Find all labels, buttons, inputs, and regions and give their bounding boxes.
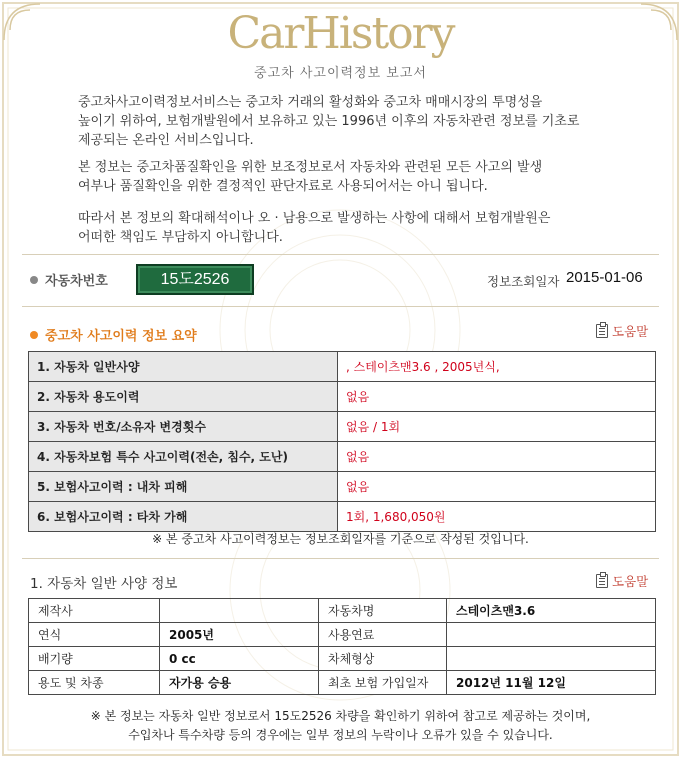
summary-label: 6. 보험사고이력 : 타차 가해 bbox=[29, 502, 338, 532]
clipboard-icon bbox=[596, 574, 608, 588]
spec-table bbox=[28, 598, 656, 695]
spec-section-title bbox=[30, 572, 177, 592]
table-row bbox=[29, 647, 656, 671]
spec-value bbox=[160, 599, 319, 623]
summary-table bbox=[28, 351, 656, 532]
summary-value: 1회, 1,680,050원 bbox=[338, 502, 656, 532]
spec-key: 배기량 bbox=[29, 647, 160, 671]
summary-section-title bbox=[30, 325, 197, 344]
spec-key: 용도 및 차종 bbox=[29, 671, 160, 695]
query-date: 2015-01-06 bbox=[566, 269, 643, 286]
table-row bbox=[29, 412, 656, 442]
summary-label: 3. 자동차 번호/소유자 변경횟수 bbox=[29, 412, 338, 442]
spec-value: 스테이츠맨3.6 bbox=[447, 599, 656, 623]
summary-value: 없음 bbox=[338, 442, 656, 472]
spec-value: 2005년 bbox=[160, 623, 319, 647]
vehicle-number-label bbox=[30, 270, 108, 289]
intro-text-3: 따라서 본 정보의 확대해석이나 오 · 남용으로 발생하는 사항에 대해서 보험개발원은 어떠한 책임도 부담하지 아니합니다. bbox=[78, 211, 551, 245]
intro-paragraph-2 bbox=[78, 158, 638, 196]
spec-key: 최초 보험 가입일자 bbox=[319, 671, 447, 695]
bullet-icon bbox=[30, 331, 38, 339]
summary-label: 4. 자동차보험 특수 사고이력(전손, 침수, 도난) bbox=[29, 442, 338, 472]
table-row bbox=[29, 352, 656, 382]
summary-title-text: 중고차 사고이력 정보 요약 bbox=[45, 329, 197, 344]
spec-note-line-2: 수입차나 특수차량 등의 경우에는 일부 정보의 누락이나 오류가 있을 수 있습니다. bbox=[128, 728, 553, 742]
spec-title-text: 1. 자동차 일반 사양 정보 bbox=[30, 576, 178, 592]
intro-paragraph-1 bbox=[78, 93, 638, 150]
bullet-icon bbox=[30, 276, 38, 284]
report-subtitle: 중고차 사고이력정보 보고서 bbox=[254, 66, 427, 81]
table-row bbox=[29, 442, 656, 472]
divider bbox=[22, 558, 659, 559]
summary-value: 없음 bbox=[338, 472, 656, 502]
spec-key: 사용연료 bbox=[319, 623, 447, 647]
spec-value: 0 cc bbox=[160, 647, 319, 671]
summary-note: ※ 본 중고차 사고이력정보는 정보조회일자를 기준으로 작성된 것입니다. bbox=[152, 532, 529, 546]
vehicle-number-label-text: 자동차번호 bbox=[45, 274, 108, 289]
table-row bbox=[29, 671, 656, 695]
summary-value: , 스테이츠맨3.6 , 2005년식, bbox=[338, 352, 656, 382]
spec-help-button[interactable] bbox=[596, 572, 648, 590]
help-label: 도움말 bbox=[612, 574, 649, 589]
summary-value: 없음 / 1회 bbox=[338, 412, 656, 442]
summary-label: 1. 자동차 일반사양 bbox=[29, 352, 338, 382]
clipboard-icon bbox=[596, 324, 608, 338]
divider bbox=[22, 254, 659, 255]
help-label: 도움말 bbox=[612, 324, 649, 339]
summary-value: 없음 bbox=[338, 382, 656, 412]
spec-value: 2012년 11월 12일 bbox=[447, 671, 656, 695]
license-plate: 15도2526 bbox=[136, 264, 254, 295]
intro-paragraph-3 bbox=[78, 209, 638, 247]
spec-key: 차체형상 bbox=[319, 647, 447, 671]
intro-text-2: 본 정보는 중고차품질확인을 위한 보조정보로서 자동차와 관련된 모든 사고의 발생 여부나 품질확인을 위한 결정적인 판단자료로 사용되어서는 아니 됩니다. bbox=[78, 160, 543, 194]
summary-help-button[interactable] bbox=[596, 322, 648, 340]
table-row bbox=[29, 502, 656, 532]
summary-label: 2. 자동차 용도이력 bbox=[29, 382, 338, 412]
table-row bbox=[29, 599, 656, 623]
spec-value: 자가용 승용 bbox=[160, 671, 319, 695]
table-row bbox=[29, 382, 656, 412]
spec-value bbox=[447, 623, 656, 647]
spec-note-line-1: ※ 본 정보는 자동차 일반 정보로서 15도2526 차량을 확인하기 위하여 참고로 제공하는 것이며, bbox=[90, 709, 591, 723]
query-date-label: 정보조회일자 bbox=[487, 274, 560, 289]
spec-key: 연식 bbox=[29, 623, 160, 647]
intro-text-1: 중고차사고이력정보서비스는 중고차 거래의 활성화와 중고차 매매시장의 투명성을 높이기 위하여, 보험개발원에서 보유하고 있는 1996년 이후의 자동차관련 정보를 기초로 제공되는 온라인 서비스입니다. bbox=[78, 95, 580, 148]
carhistory-logo: CarHistory bbox=[227, 8, 454, 59]
divider bbox=[22, 306, 659, 307]
summary-label: 5. 보험사고이력 : 내차 피해 bbox=[29, 472, 338, 502]
spec-key: 자동차명 bbox=[319, 599, 447, 623]
spec-key: 제작사 bbox=[29, 599, 160, 623]
table-row bbox=[29, 623, 656, 647]
spec-value bbox=[447, 647, 656, 671]
table-row bbox=[29, 472, 656, 502]
